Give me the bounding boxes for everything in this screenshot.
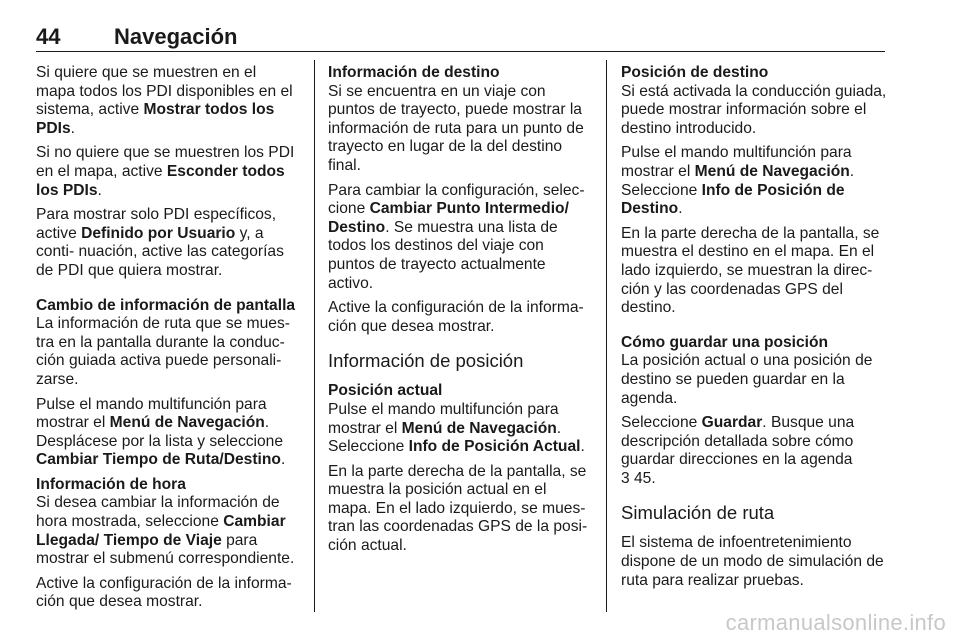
ui-term: Info de Posición de Destino <box>621 181 845 218</box>
subheading: Cómo guardar una posición <box>621 333 829 351</box>
paragraph: Para cambiar la configuración, selec- cione Cambiar Punto Intermedio/ Destino. Se muestra una lista de todos los destinos del viaje con puntos de trayecto actualmente activo. <box>328 181 585 292</box>
subheading: Información de hora <box>36 475 186 493</box>
ui-term: Info de Posición Actual <box>408 438 581 456</box>
page-header <box>36 22 886 54</box>
section-heading: Información de posición <box>328 350 524 372</box>
paragraph: Active la configuración de la informa- ción que desea mostrar. <box>36 574 292 611</box>
paragraph: Para mostrar solo PDI específicos, active Definido por Usuario y, a conti- nuación, active las categorías de PDI que quiera mostrar. <box>36 206 284 279</box>
ui-term: Mostrar todos los PDIs <box>36 101 275 137</box>
column-divider-2 <box>606 60 607 612</box>
column-2 <box>328 64 592 562</box>
paragraph: Si se encuentra en un viaje con puntos de trayecto, puede mostrar la información de ruta para un punto de trayecto en lugar de la del destino final. <box>328 82 584 174</box>
paragraph: Active la configuración de la informa- ción que desea mostrar. <box>328 299 584 335</box>
paragraph: Si desea cambiar la información de hora mostrada, seleccione Cambiar Llegada/ Tiempo de Viaje para mostrar el submenú correspondiente. <box>36 494 295 568</box>
subheading: Posición de destino <box>621 64 769 81</box>
ui-term: Menú de Navegación <box>109 414 265 432</box>
paragraph: Si no quiere que se muestren los PDI en el mapa, active Esconder todos los PDIs. <box>36 144 295 199</box>
ui-term: Menú de Navegación <box>401 419 557 437</box>
section-heading: Simulación de ruta <box>621 502 775 524</box>
subheading: Información de destino <box>328 64 500 81</box>
paragraph: La información de ruta que se mues- tra en la pantalla durante la conduc- ción guiada activa puede personali- zarse. <box>36 315 290 388</box>
paragraph: Pulse el mando multifunción para mostrar el Menú de Navegación. Desplácese por la lista y seleccione Cambiar Tiempo de Ruta/Destino. <box>36 395 286 469</box>
paragraph: Pulse el mando multifunción para mostrar el Menú de Navegación. Seleccione Info de Posición de Destino. <box>621 144 855 218</box>
column-1 <box>36 64 298 618</box>
column-3 <box>621 64 887 596</box>
watermark: carmanualsonline.info <box>725 610 946 635</box>
running-title: Navegación <box>114 24 238 49</box>
subheading: Posición actual <box>328 382 443 400</box>
subheading: Cambio de información de pantalla <box>36 296 296 314</box>
paragraph: La posición actual o una posición de destino se pueden guardar en la agenda. <box>621 352 873 407</box>
ui-term: Cambiar Tiempo de Ruta/Destino <box>36 451 281 469</box>
page-number: 44 <box>36 24 61 49</box>
ui-term: Esconder todos los PDIs <box>36 162 285 199</box>
paragraph: Si está activada la conducción guiada, puede mostrar información sobre el destino introducido. <box>621 82 887 137</box>
ui-term: Cambiar Llegada/ Tiempo de Viaje <box>36 513 286 549</box>
paragraph: El sistema de infoentretenimiento dispone de un modo de simulación de ruta para realizar pruebas. <box>621 534 884 589</box>
paragraph: Seleccione Guardar. Busque una descripción detallada sobre cómo guardar direcciones en la agenda 3 45. <box>621 414 855 487</box>
paragraph: En la parte derecha de la pantalla, se muestra el destino en el mapa. En el lado izquierdo, se muestran la direc- ción y las coordenadas GPS del destino. <box>621 224 880 317</box>
column-divider-1 <box>314 60 315 612</box>
paragraph: Si quiere que se muestren en el mapa todos los PDI disponibles en el sistema, active Mostrar todos los PDIs. <box>36 64 293 137</box>
ui-term: Menú de Navegación <box>694 162 850 180</box>
ui-term: Guardar <box>701 414 763 432</box>
ui-term: Cambiar Punto Intermedio/ Destino <box>328 200 569 236</box>
page-reference[interactable]: 3 45. <box>621 469 656 487</box>
paragraph: En la parte derecha de la pantalla, se muestra la posición actual en el mapa. En el lado izquierdo, se mues- tran las coordenadas GPS de la posi- ción actual. <box>328 462 588 555</box>
header-rule <box>36 51 885 52</box>
ui-term: Definido por Usuario <box>81 224 236 242</box>
paragraph: Pulse el mando multifunción para mostrar el Menú de Navegación. Seleccione Info de Posición Actual. <box>328 400 585 456</box>
